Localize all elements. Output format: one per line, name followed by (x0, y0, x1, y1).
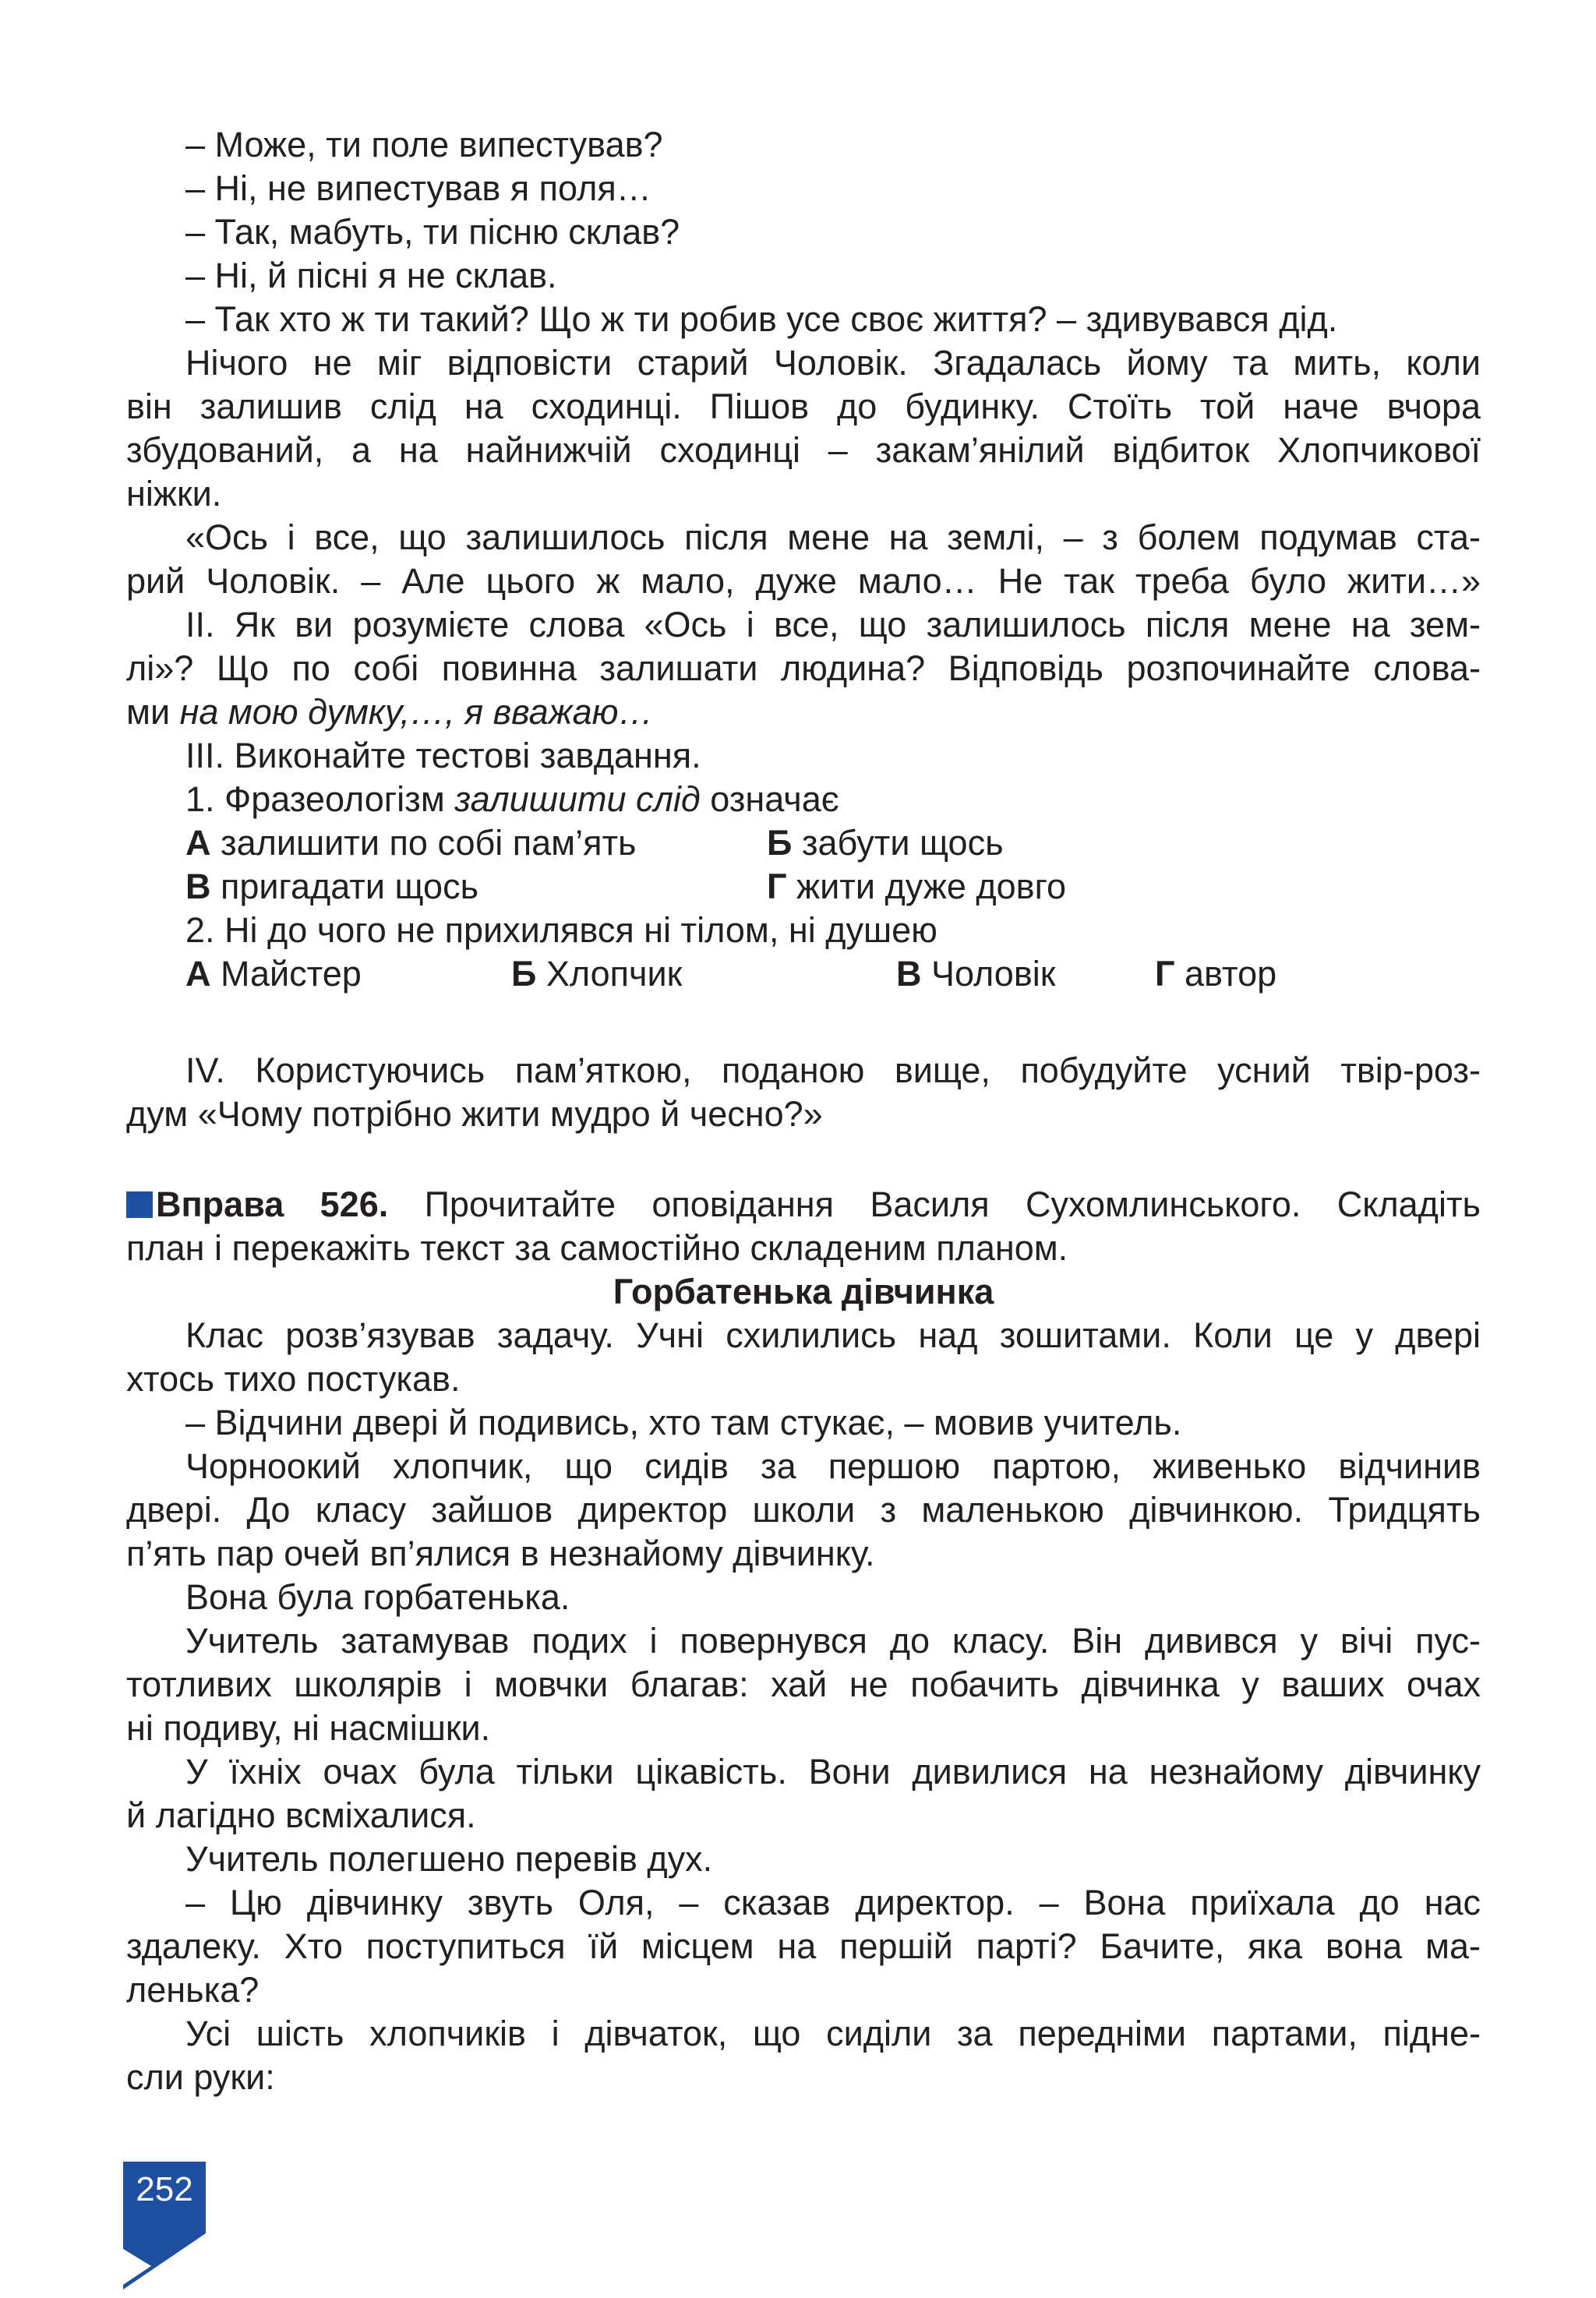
italic-phrase: на мою думку,…, я вважаю… (179, 692, 654, 732)
test-question-2: 2. Ні до чого не прихилявся ні тілом, ні душею (185, 910, 937, 950)
task-2-line: ІІ. Як ви розумієте слова «Ось і все, що залишилось після мене на зем- (185, 605, 1481, 644)
story-line: здалеку. Хто поступиться їй місцем на першій парті? Бачите, яка вона ма- (126, 1926, 1481, 1966)
story-line: – Відчини двері й подивись, хто там стукає, – мовив учитель. (185, 1403, 1182, 1442)
page-number-tab (123, 2162, 206, 2289)
answer-option-a (185, 821, 637, 865)
italic-phrase: залишити слід (454, 779, 701, 819)
answer-option-d (767, 865, 1066, 909)
option-letter: Г (767, 867, 787, 906)
story-line: й лагідно всміхалися. (126, 1795, 476, 1835)
answer-option-c (185, 865, 478, 909)
test-question-1 (185, 778, 1481, 821)
story-line: тотливих школярів і мовчки благав: хай не побачить дівчинка у ваших очах (126, 1664, 1481, 1704)
story-line: ленька? (126, 1970, 260, 2010)
story-line: п’ять пар очей вп’ялися в незнайому дівчинку. (126, 1534, 875, 1573)
text-span: 1. Фразеологізм (185, 779, 455, 819)
story-line: ні подиву, ні насмішки. (126, 1708, 491, 1748)
option-text: Чоловік (921, 954, 1056, 994)
text-line: він залишив слід на сходинці. Пішов до будинку. Стоїть той наче вчора (126, 387, 1481, 426)
text-line: рий Чоловік. – Але цього ж мало, дуже мало… Не так треба було жити…» (126, 561, 1481, 601)
option-text: автор (1174, 954, 1277, 994)
task-3-heading: ІІІ. Виконайте тестові завдання. (185, 736, 701, 775)
option-letter: В (896, 954, 922, 994)
text-line: – Ні, не випестував я поля… (185, 168, 651, 208)
story-line: Учитель полегшено перевів дух. (185, 1839, 713, 1879)
option-text: Майстер (210, 954, 362, 994)
task-2-line: лі»? Що по собі повинна залишати людина? Відповідь розпочинайте слова- (126, 648, 1481, 688)
exercise-instruction: план і перекажіть текст за самостійно складеним планом. (126, 1228, 1068, 1268)
exercise-instruction: Прочитайте оповідання Василя Сухомлинського. Складіть (388, 1184, 1481, 1224)
story-line: хтось тихо постукав. (126, 1359, 461, 1399)
option-letter: Б (511, 954, 537, 994)
story-line: Усі шість хлопчиків і дівчаток, що сиділи за передніми партами, підне- (185, 2014, 1481, 2053)
option-text: залишити по собі пам’ять (210, 823, 637, 863)
task-4-line: дум «Чому потрібно жити мудро й чесно?» (126, 1094, 823, 1134)
story-line: двері. До класу зайшов директор школи з маленькою дівчинкою. Тридцять (126, 1490, 1481, 1530)
exercise-heading (126, 1183, 1481, 1227)
option-letter: Г (1155, 954, 1175, 994)
story-line: – Цю дівчинку звуть Оля, – сказав директор. – Вона приїхала до нас (185, 1883, 1481, 1922)
text-line: – Може, ти поле випестував? (185, 125, 663, 164)
option-text: жити дуже довго (786, 867, 1067, 906)
text-line: ніжки. (126, 474, 222, 514)
story-line: Учитель затамував подих і повернувся до класу. Він дивився у вічі пус- (185, 1621, 1481, 1661)
answer-option-d (1155, 952, 1276, 996)
option-text: забути щось (792, 823, 1004, 863)
text-line: збудований, а на найнижчій сходинці – закам’янілий відбиток Хлопчикової (126, 430, 1481, 470)
answer-option-b (767, 821, 1004, 865)
text-line: Нічого не міг відповісти старий Чоловік. Згадалась йому та мить, коли (185, 343, 1481, 383)
option-text: пригадати щось (210, 867, 479, 906)
task-2-line (126, 690, 1481, 734)
task-4-line: IV. Користуючись пам’яткою, поданою вище, побудуйте усний твір-роз- (185, 1050, 1481, 1090)
page-number: 252 (136, 2170, 193, 2208)
exercise-marker-icon (126, 1191, 153, 1218)
option-text: Хлопчик (536, 954, 683, 994)
option-letter: А (185, 954, 211, 994)
story-line: У їхніх очах була тільки цікавість. Вони дивилися на незнайому дівчинку (185, 1752, 1481, 1791)
option-letter: Б (767, 823, 793, 863)
text-line: – Ні, й пісні я не склав. (185, 256, 557, 295)
story-line: Вона була горбатенька. (185, 1577, 570, 1617)
option-letter: А (185, 823, 211, 863)
story-line: сли руки: (126, 2057, 275, 2097)
answer-option-a (185, 952, 362, 996)
story-title: Горбатенька дівчинка (613, 1272, 994, 1311)
story-line: Чорноокий хлопчик, що сидів за першою партою, живенько відчинив (185, 1446, 1481, 1486)
text-line: – Так хто ж ти такий? Що ж ти робив усе своє життя? – здивувався дід. (185, 299, 1338, 339)
text-line: «Ось і все, що залишилось після мене на землі, – з болем подумав ста- (185, 517, 1481, 557)
answer-option-c (896, 952, 1055, 996)
option-letter: В (185, 867, 211, 906)
text-span: означає (700, 779, 839, 819)
answer-option-b (511, 952, 682, 996)
text-line: – Так, мабуть, ти пісню склав? (185, 212, 680, 252)
text-span: ми (126, 692, 180, 732)
story-line: Клас розв’язував задачу. Учні схилились над зошитами. Коли це у двері (185, 1315, 1481, 1355)
exercise-label: Вправа 526. (156, 1184, 389, 1224)
